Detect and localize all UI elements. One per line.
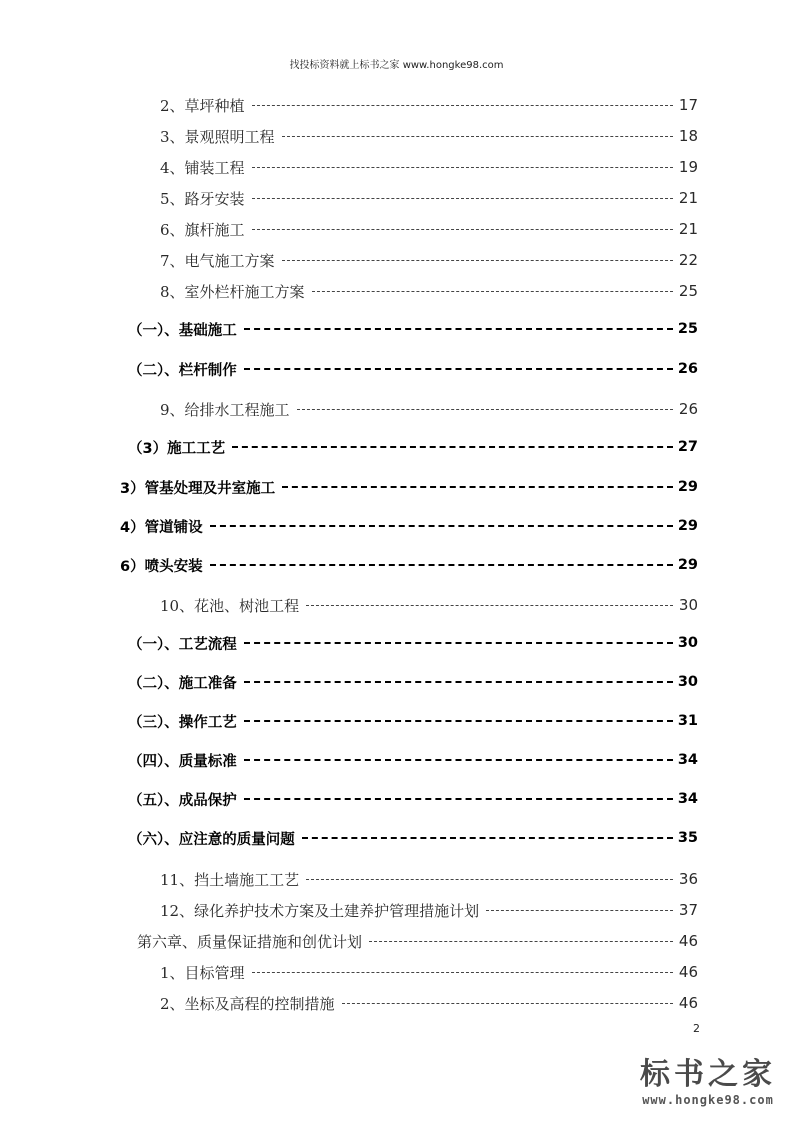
toc-entry[interactable]: [120, 476, 698, 498]
toc-leader: [282, 136, 673, 137]
toc-entry-page: 17: [678, 96, 698, 114]
toc-entry-label: （3）施工工艺: [128, 440, 226, 457]
toc-entry[interactable]: [128, 671, 698, 693]
toc-entry[interactable]: [160, 992, 698, 1014]
toc-entry-label: 10、花池、树池工程: [160, 596, 300, 615]
toc-entry-page: 19: [678, 158, 698, 176]
toc-entry[interactable]: [120, 554, 698, 576]
toc-entry[interactable]: [128, 632, 698, 654]
toc-entry-page: 27: [677, 439, 698, 455]
toc-entry-label: 3、景观照明工程: [160, 127, 275, 146]
toc-leader: [252, 229, 673, 230]
toc-entry-page: 37: [678, 901, 698, 919]
toc-leader: [342, 1003, 673, 1004]
toc-entry-label: 8、室外栏杆施工方案: [160, 282, 305, 301]
toc-entry-label: 5、路牙安装: [160, 189, 245, 208]
toc-entry-label: （二）、施工准备: [128, 675, 237, 692]
toc-entry-page: 34: [677, 752, 698, 768]
toc-leader: [306, 605, 673, 606]
toc-leader: [252, 167, 673, 168]
toc-entry-label: （二）、栏杆制作: [128, 362, 237, 379]
toc-leader: [297, 409, 673, 410]
toc-entry-page: 36: [678, 870, 698, 888]
toc-leader: [244, 368, 673, 370]
toc-entry[interactable]: [160, 156, 698, 178]
toc-entry-label: 2、草坪种植: [160, 96, 245, 115]
toc-leader: [244, 642, 673, 644]
toc-entry-label: 12、绿化养护技术方案及土建养护管理措施计划: [160, 901, 480, 920]
watermark-url: www.hongke98.com: [642, 1093, 774, 1107]
toc-leader: [282, 486, 673, 488]
toc-entry-page: 46: [678, 932, 698, 950]
toc-entry-label: 4、铺装工程: [160, 158, 245, 177]
toc-entry-page: 25: [678, 282, 698, 300]
toc-entry-label: （一）、基础施工: [128, 322, 237, 339]
toc-entry-page: 21: [678, 189, 698, 207]
toc-leader: [244, 328, 673, 330]
toc-entry[interactable]: [128, 788, 698, 810]
toc-entry-label: （五）、成品保护: [128, 792, 237, 809]
toc-leader: [312, 291, 673, 292]
toc-entry-page: 29: [677, 557, 698, 573]
toc-entry[interactable]: [128, 358, 698, 380]
page-header: 找投标资料就上标书之家 www.hongke98.com: [289, 60, 504, 71]
page-number: 2: [693, 1022, 700, 1035]
toc-entry[interactable]: [120, 515, 698, 537]
toc-entry-page: 46: [678, 994, 698, 1012]
toc-leader: [252, 105, 673, 106]
toc-entry[interactable]: [160, 868, 698, 890]
toc-entry[interactable]: [160, 218, 698, 240]
toc-entry-page: 30: [678, 596, 698, 614]
toc-entry-page: 30: [677, 674, 698, 690]
toc-entry-page: 29: [677, 518, 698, 534]
toc-entry-page: 29: [677, 479, 698, 495]
toc-entry[interactable]: [160, 249, 698, 271]
toc-entry-page: 31: [677, 713, 698, 729]
toc-entry[interactable]: [128, 710, 698, 732]
toc-entry-page: 25: [677, 321, 698, 337]
toc-leader: [282, 260, 673, 261]
toc-entry-page: 34: [677, 791, 698, 807]
toc-entry-label: 11、挡土墙施工工艺: [160, 870, 300, 889]
toc-entry-label: 9、给排水工程施工: [160, 400, 290, 419]
toc-entry-page: 35: [677, 830, 698, 846]
toc-entry[interactable]: [128, 749, 698, 771]
toc-entry[interactable]: [128, 827, 698, 849]
toc-entry[interactable]: [128, 318, 698, 340]
toc-entry[interactable]: [160, 187, 698, 209]
toc-entry-label: （一）、工艺流程: [128, 636, 237, 653]
toc-entry[interactable]: [160, 125, 698, 147]
toc-leader: [210, 564, 673, 566]
toc-entry-label: 6、旗杆施工: [160, 220, 245, 239]
toc-leader: [232, 446, 673, 448]
toc-leader: [244, 759, 673, 761]
toc-entry[interactable]: [137, 930, 698, 952]
toc-leader: [306, 879, 673, 880]
toc-entry-page: 22: [678, 251, 698, 269]
toc-leader: [486, 910, 673, 911]
toc-entry-label: 7、电气施工方案: [160, 251, 275, 270]
toc-entry-page: 26: [677, 361, 698, 377]
toc-leader: [302, 837, 673, 839]
toc-entry-label: （三）、操作工艺: [128, 714, 237, 731]
toc-entry-label: 第六章、质量保证措施和创优计划: [137, 932, 363, 951]
toc-entry[interactable]: [160, 280, 698, 302]
toc-entry[interactable]: [160, 94, 698, 116]
toc-entry[interactable]: [160, 899, 698, 921]
toc-entry-label: 2、坐标及高程的控制措施: [160, 994, 335, 1013]
toc-leader: [369, 941, 673, 942]
toc-entry-label: 4）管道铺设: [120, 519, 203, 536]
toc-leader: [244, 720, 673, 722]
toc-entry-page: 26: [678, 400, 698, 418]
toc-entry-page: 30: [677, 635, 698, 651]
toc-entry[interactable]: [160, 961, 698, 983]
toc-entry[interactable]: [160, 398, 698, 420]
toc-entry-label: （四）、质量标准: [128, 753, 237, 770]
toc-leader: [210, 525, 673, 527]
toc-entry[interactable]: [160, 594, 698, 616]
toc-entry-label: 1、目标管理: [160, 963, 245, 982]
toc-entry[interactable]: [128, 436, 698, 458]
toc-entry-page: 18: [678, 127, 698, 145]
watermark-logo: [628, 1058, 788, 1108]
toc-entry-page: 21: [678, 220, 698, 238]
toc-entry-label: 3）管基处理及井室施工: [120, 480, 276, 497]
toc-leader: [244, 798, 673, 800]
toc-entry-label: 6）喷头安装: [120, 558, 203, 575]
watermark-title: 标书之家: [640, 1057, 776, 1092]
toc-leader: [252, 198, 673, 199]
toc-entry-page: 46: [678, 963, 698, 981]
toc-leader: [252, 972, 673, 973]
toc-leader: [244, 681, 673, 683]
toc-entry-label: （六）、应注意的质量问题: [128, 831, 295, 848]
